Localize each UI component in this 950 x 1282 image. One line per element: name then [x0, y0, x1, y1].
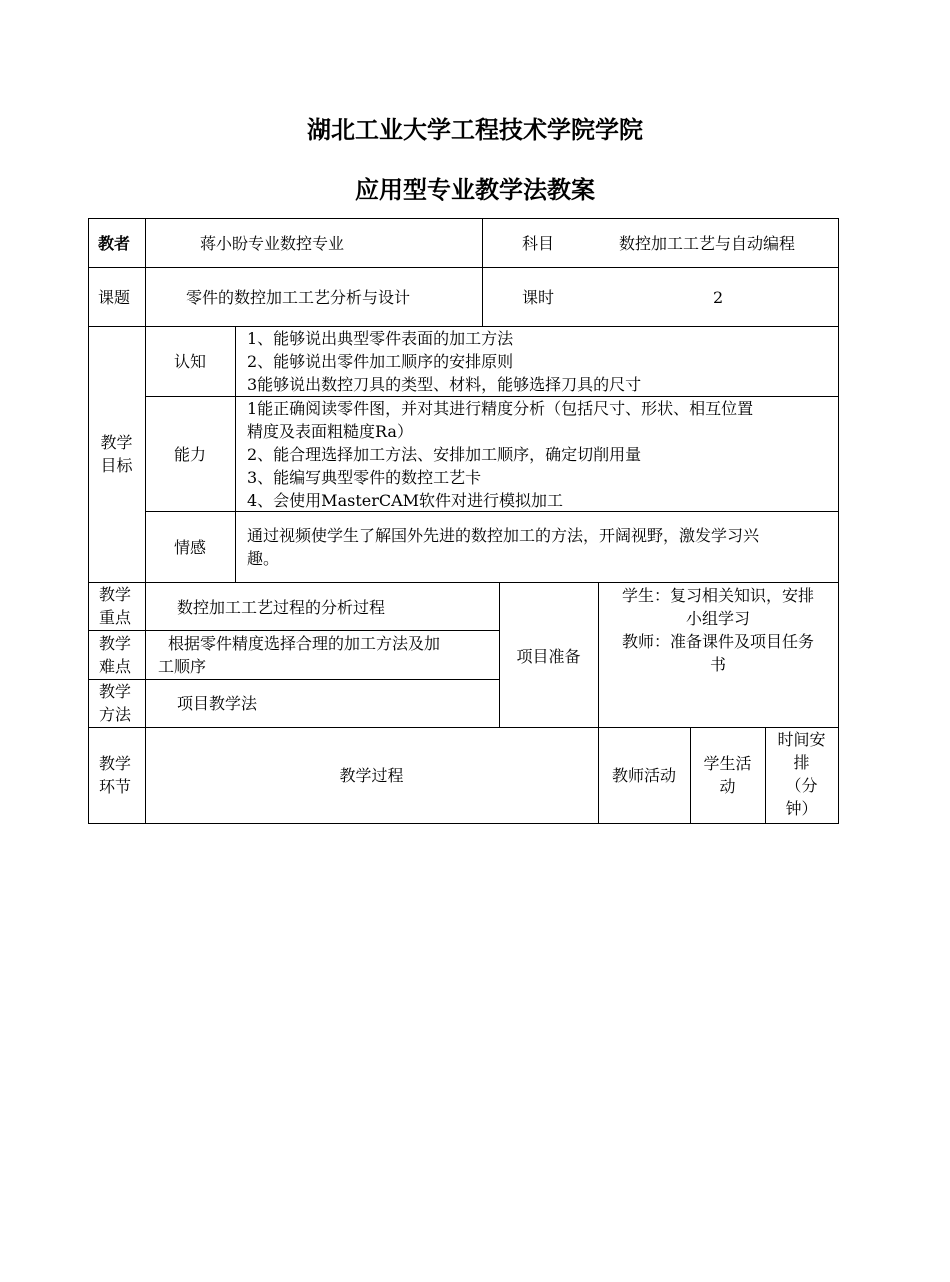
- difficulties-value: 根据零件精度选择合理的加工方法及加 工顺序: [158, 634, 441, 676]
- hours-value: 2: [713, 288, 724, 307]
- topic-label: 课题: [98, 288, 131, 307]
- preparation-text: 学生：复习相关知识，安排 小组学习 教师：准备课件及项目任务 书: [621, 586, 814, 674]
- teacher-activity-header: 教师活动: [611, 766, 676, 785]
- step-label: 教学 环节: [99, 754, 132, 796]
- key-points-value: 数控加工工艺过程的分析过程: [177, 598, 386, 617]
- teacher-name: 蒋小盼: [200, 234, 249, 253]
- document-subtitle: 应用型专业教学法教案: [355, 176, 595, 204]
- cognition-text: 1、能够说出典型零件表面的加工方法 2、能够说出零件加工顺序的安排原则 3能够说出数控刀具的类型、材料，能够选择刀具的尺寸: [247, 329, 642, 394]
- key-points-label: 教学 重点: [99, 585, 132, 627]
- hours-label: 课时: [522, 288, 555, 307]
- difficulties-label: 教学 难点: [99, 634, 132, 676]
- student-activity-header: 学生活 动: [703, 754, 752, 796]
- teacher-major: 专业数控专业: [248, 234, 345, 253]
- preparation-label: 项目准备: [516, 647, 581, 666]
- document-title: 湖北工业大学工程技术学院学院: [307, 116, 643, 144]
- subject-label: 科目: [522, 234, 555, 253]
- cognition-label: 认知: [173, 352, 206, 371]
- goals-label: 教学 目标: [100, 433, 133, 475]
- emotion-label: 情感: [173, 538, 206, 557]
- method-label: 教学 方法: [99, 682, 132, 724]
- time-header: 时间安 排 （分 钟）: [777, 730, 826, 818]
- ability-text: 1能正确阅读零件图，并对其进行精度分析（包括尺寸、形状、相互位置 精度及表面粗糙度Ra） 2、能合理选择加工方法、安排加工顺序，确定切削用量 3、能编写典型零件的数控工艺卡 4、会使用MasterCAM软件对进行模拟加工: [247, 399, 754, 510]
- subject-value: 数控加工工艺与自动编程: [619, 234, 796, 253]
- topic-value: 零件的数控加工工艺分析与设计: [186, 288, 411, 307]
- process-header: 教学过程: [339, 766, 404, 785]
- emotion-text: 通过视频使学生了解国外先进的数控加工的方法，开阔视野，激发学习兴 趣。: [247, 526, 760, 568]
- teacher-cell: [200, 232, 344, 255]
- teacher-label: 教者: [98, 234, 131, 253]
- method-value: 项目教学法: [177, 694, 258, 713]
- ability-label: 能力: [173, 445, 206, 464]
